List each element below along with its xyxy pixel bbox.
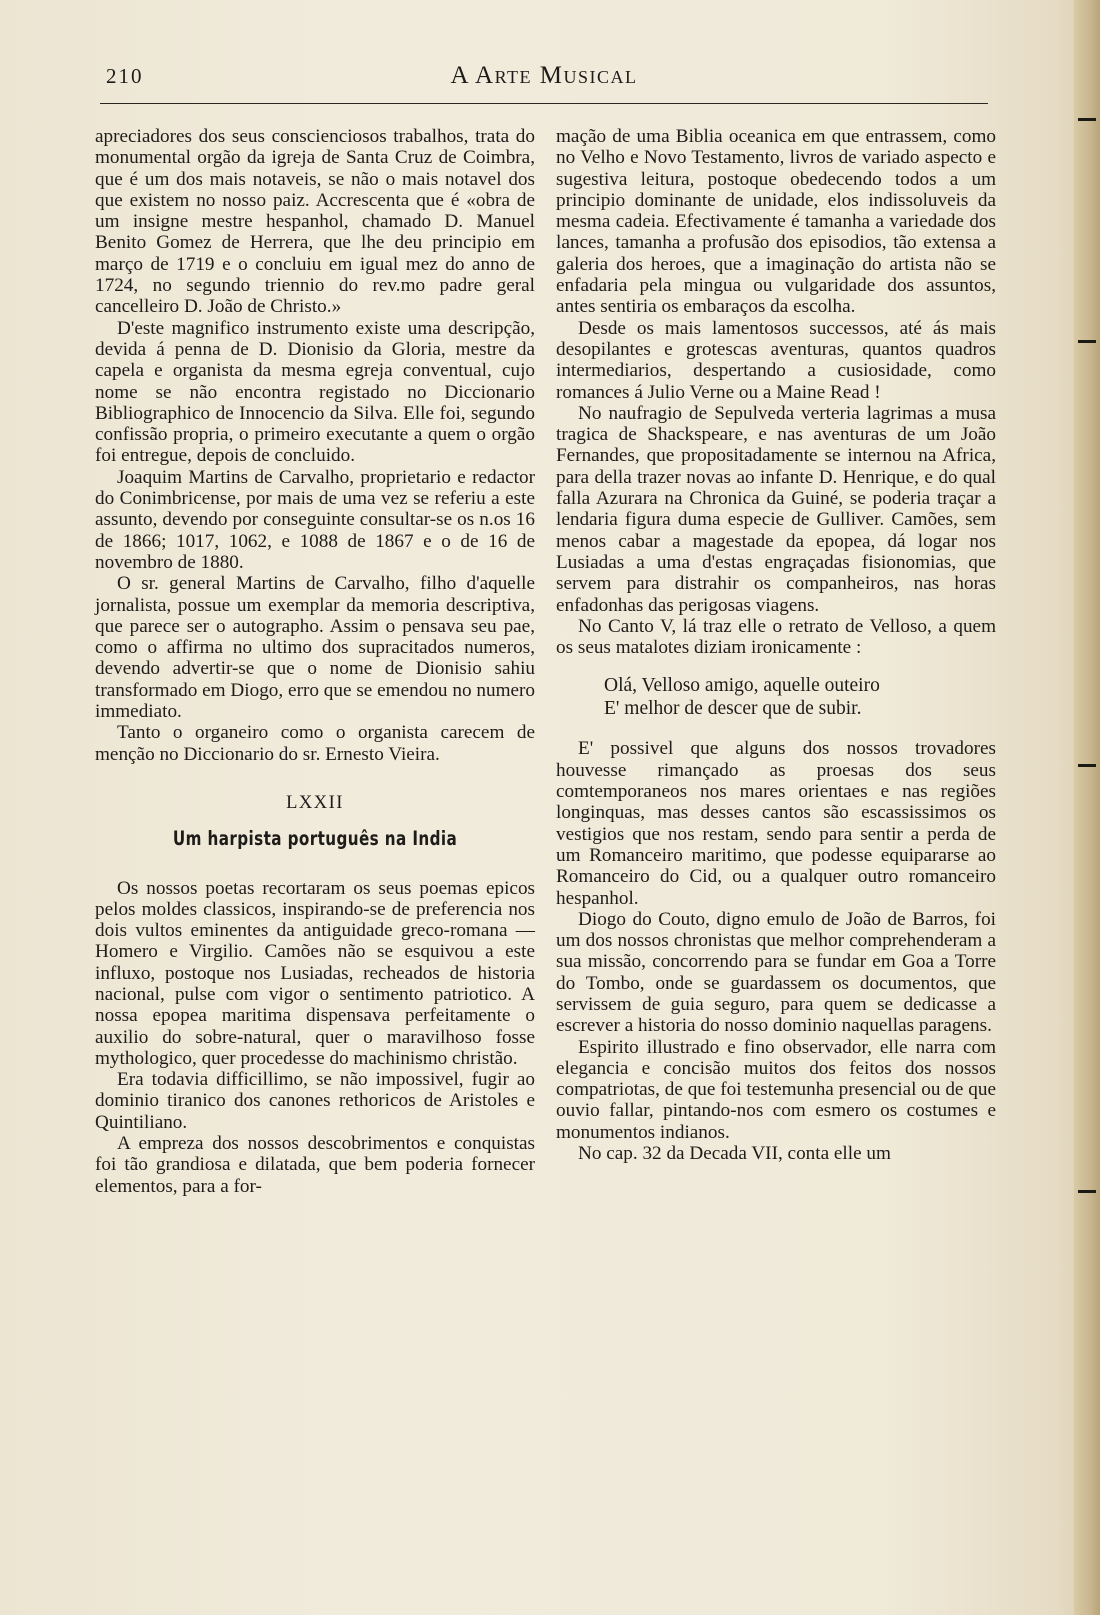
paragraph: No cap. 32 da Decada VII, conta elle um (578, 1143, 891, 1165)
left-column (95, 126, 535, 1197)
paragraph: Tanto o organeiro como o organista carecem de menção no Diccionario do sr. Ernesto Vieira. (95, 722, 535, 765)
paragraph: Joaquim Martins de Carvalho, proprietario e redactor do Conimbricense, por mais de uma vez se referiu a este assunto, devendo por conseguinte consultar-se os n.os 16 de 1866; 1017, 1062, e 1088 de 1867 e o de 16 de novembro de 1880. (95, 466, 535, 573)
page-edge (1074, 0, 1100, 1615)
running-title: A Arte Musical (450, 62, 638, 89)
paragraph: A empreza dos nossos descobrimentos e conquistas foi tão grandiosa e dilatada, que bem poderia fornecer elementos, para a for- (95, 1133, 535, 1197)
chapter-number: LXXII (286, 792, 344, 813)
paragraph: Os nossos poetas recortaram os seus poemas epicos pelos moldes classicos, inspirando-se de preferencia nos dois vultos eminentes da antiguidade greco-romana — Homero e Virgilio. Camões não se esquivou a este influxo, postoque nos Lusiadas, recheados de historia nacional, pulse com vigor o sentimento patriotico. A nossa epopea maritima dispensava perfeitamente o auxilio do sobre-natural, quer o maravilhoso fosse mythologico, quer procedesse do machinismo christão. (95, 877, 535, 1069)
chapter-title: Um harpista português na India (172, 827, 458, 851)
paragraph: O sr. general Martins de Carvalho, filho d'aquelle jornalista, possue um exemplar da memoria descriptiva, que parece ser o autographo. Assim o pensava seu pae, como o affirma no ultimo dos supracitados numeros, devendo advertir-se que o nome de Dionisio sahiu transformado em Diogo, erro que se emendou no numero immediato. (95, 573, 535, 723)
running-header (100, 62, 988, 92)
paragraph: D'este magnifico instrumento existe uma descripção, devida á penna de D. Dionisio da Gloria, mestre da capela e organista da mesma egreja conventual, cujo nome se não encontra registado no Diccionario Bibliographico de Innocencio da Silva. Elle foi, segundo confissão propria, o primeiro executante a quem o orgão foi entregue, depois de concluido. (95, 317, 535, 467)
paragraph: Era todavia difficillimo, se não impossivel, fugir ao dominio tiranico dos canones rethoricos de Aristoles e Quintiliano. (95, 1069, 535, 1133)
paragraph: mação de uma Biblia oceanica em que entrassem, como no Velho e Novo Testamento, livros de variado aspecto e sugestiva leitura, postoque obedecendo todos a um principio dominante de unidade, elos indissoluveis da mesma cadeia. Efectivamente é tamanha a variedade dos lances, tamanha a profusão dos episodios, tão extensa a galeria dos heroes, que a imaginação do artista não se enfadaria pela mingua ou vulgaridade dos assuntos, antes sentiria os embaraços da escolha. (556, 126, 996, 318)
paragraph: No Canto V, lá traz elle o retrato de Velloso, a quem os seus matalotes diziam ironicamente : (556, 615, 996, 659)
verse-line: E' melhor de descer que de subir. (604, 698, 862, 720)
margin-mark (1078, 340, 1096, 343)
paragraph: Espirito illustrado e fino observador, elle narra com elegancia e concisão muitos dos feitos dos nossos compatriotas, de que foi testemunha presencial ou de que ouvio fallar, pintando-nos com esmero os costumes e monumentos indianos. (556, 1036, 996, 1143)
paragraph: Diogo do Couto, digno emulo de João de Barros, foi um dos nossos chronistas que melhor comprehenderam a sua missão, concorrendo para se fundar em Goa a Torre do Tombo, onde se guardassem os documentos, que servissem de guia seguro, para quem se dedicasse a escrever a historia do nosso dominio naquellas paragens. (556, 908, 996, 1037)
header-rule (100, 103, 988, 104)
right-column (556, 126, 996, 1164)
margin-mark (1078, 118, 1096, 121)
paragraph: Desde os mais lamentosos successos, até ás mais desopilantes e grotescas aventuras, quantos quadros intermediarios, despertando a cusiosidade, como romances á Julio Verne ou a Maine Read ! (556, 317, 996, 403)
paragraph: No naufragio de Sepulveda verteria lagrimas a musa tragica de Shackspeare, e nas aventuras de um João Fernandes, que propositadamente se internou na Africa, para della trazer novas ao infante D. Henrique, e do qual falla Azurara na Chronica da Guiné, se poderia traçar a lendaria figura duma especie de Gulliver. Camões, sem menos cabar a magestade da epopea, dá logar nos Lusiadas a uma d'estas engraçadas fisionomias, que servem para distrahir os companheiros, nas horas enfadonhas das perigosas viagens. (556, 402, 996, 616)
margin-mark (1078, 1190, 1096, 1193)
paragraph: apreciadores dos seus conscienciosos trabalhos, trata do monumental orgão da igreja de Santa Cruz de Coimbra, que é um dos mais notaveis, se não o mais notavel dos que existem no nosso paiz. Accrescenta que é «obra de um insigne mestre hespanhol, chamado D. Manuel Benito Gomez de Herrera, que lhe deu principio em março de 1719 e o concluiu em igual mez do anno de 1724, no segundo triennio do rev.mo padre geral cancelleiro D. João de Christo.» (95, 126, 535, 318)
page-number: 210 (106, 64, 144, 88)
verse-quote (604, 674, 996, 720)
verse-line: Olá, Velloso amigo, aquelle outeiro (604, 675, 880, 697)
paragraph: E' possivel que alguns dos nossos trovadores houvesse rimançado as proesas dos seus comtemporaneos nos mares orientaes e nas regiões longinquas, mas desses cantos são escassissimos os vestigios que nos restam, sendo para sentir a perda de um Romanceiro maritimo, que podesse equipararse ao Romanceiro do Cid, ou a qualquer outro romanceiro hespanhol. (556, 738, 996, 909)
margin-mark (1078, 764, 1096, 767)
